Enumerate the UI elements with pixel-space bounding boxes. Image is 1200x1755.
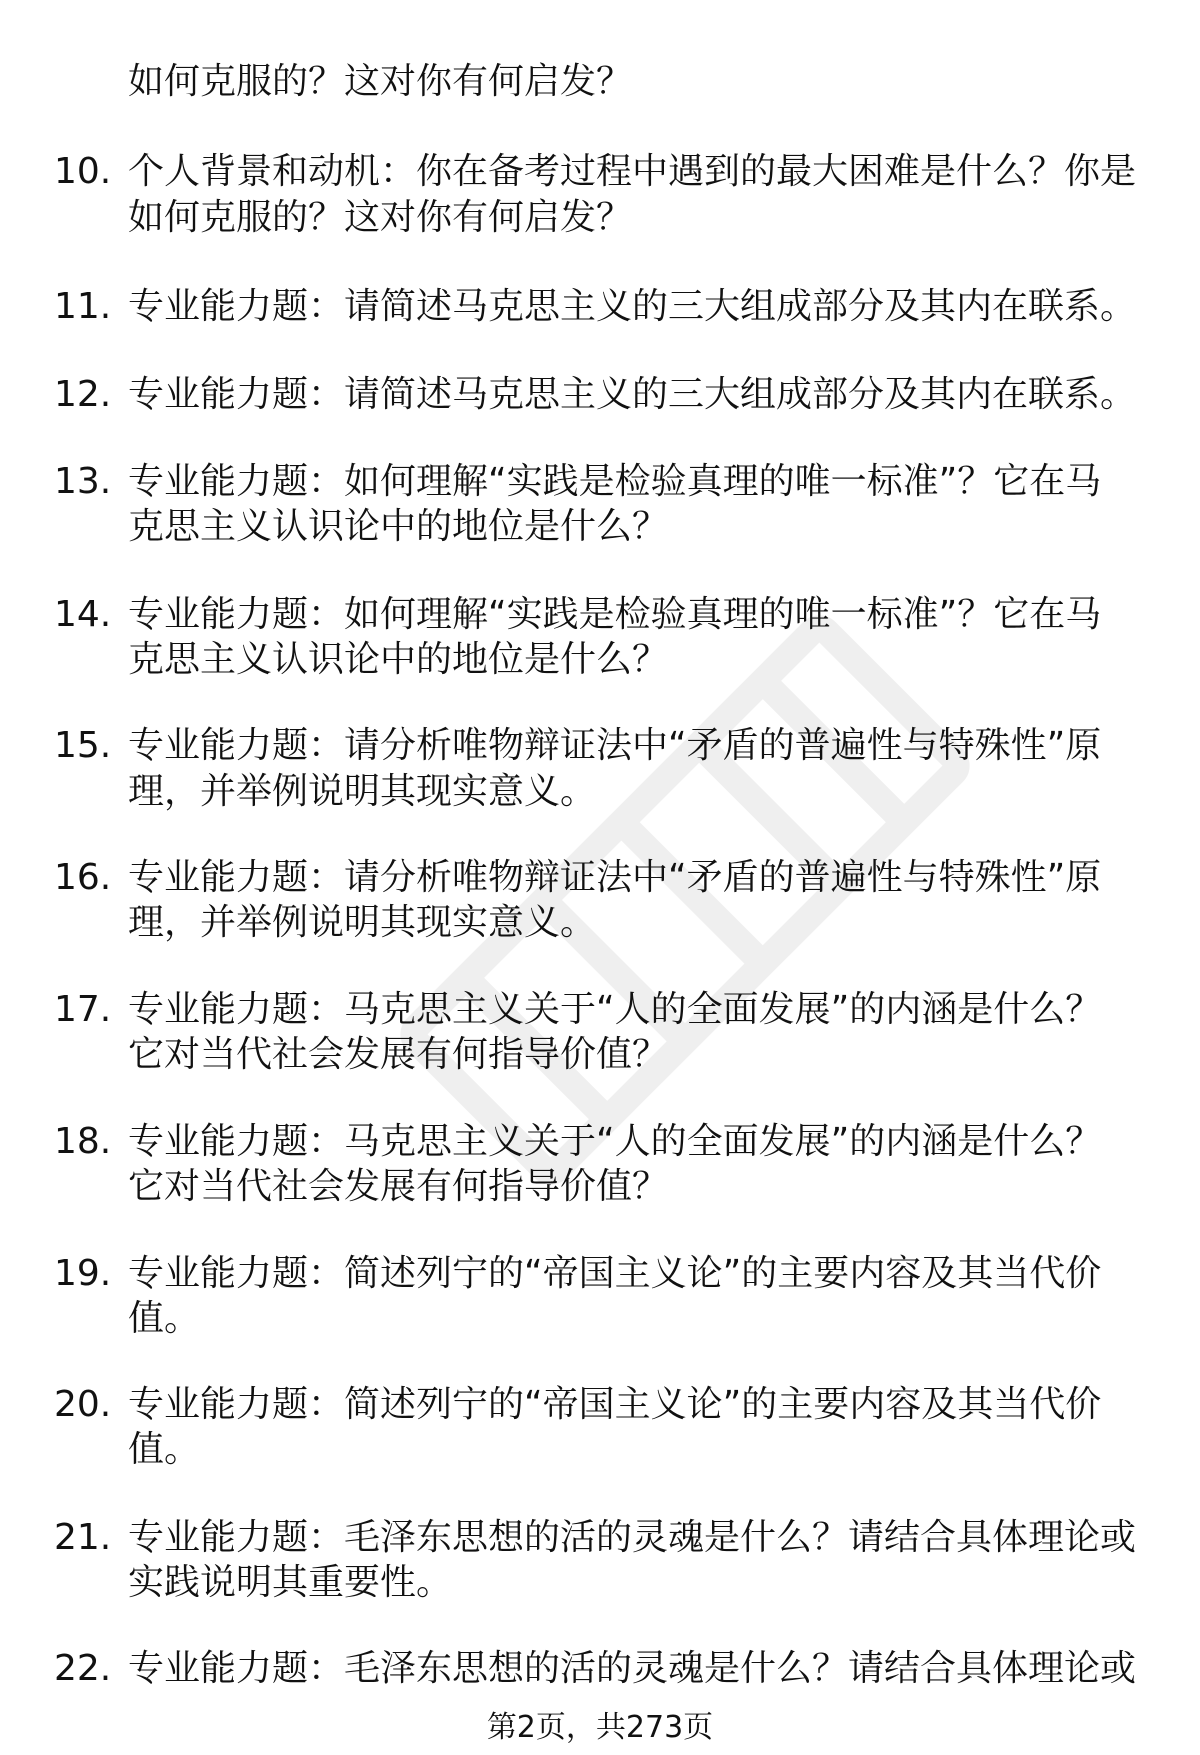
item-12-line-1: 专业能力题：请简述马克思主义的三大组成部分及其内在联系。 — [128, 374, 1137, 415]
item-17-number: 17. — [54, 989, 112, 1030]
item-22-line-1: 专业能力题：毛泽东思想的活的灵魂是什么？请结合具体理论或 — [128, 1648, 1137, 1689]
item-21-number: 21. — [54, 1517, 112, 1558]
item-10-line-1: 个人背景和动机：你在备考过程中遇到的最大困难是什么？你是 — [128, 151, 1137, 192]
item-13-line-1: 专业能力题：如何理解“实践是检验真理的唯一标准”？它在马 — [128, 461, 1102, 502]
item-13-line-2: 克思主义认识论中的地位是什么？ — [128, 506, 669, 547]
item-19-line-2: 值。 — [128, 1298, 201, 1339]
item-17-line-2: 它对当代社会发展有何指导价值？ — [128, 1034, 669, 1075]
item-12-number: 12. — [54, 374, 112, 415]
item-16-line-2: 理，并举例说明其现实意义。 — [128, 902, 597, 943]
item-16-number: 16. — [54, 857, 112, 898]
item-11-line-1: 专业能力题：请简述马克思主义的三大组成部分及其内在联系。 — [128, 286, 1137, 327]
item-17-line-1: 专业能力题：马克思主义关于“人的全面发展”的内涵是什么？ — [128, 989, 1102, 1030]
item-15-line-2: 理，并举例说明其现实意义。 — [128, 771, 597, 812]
item-10-line-2: 如何克服的？这对你有何启发？ — [128, 197, 633, 238]
item-10-number: 10. — [54, 151, 112, 192]
item-20-number: 20. — [54, 1384, 112, 1425]
continuation-line: 如何克服的？这对你有何启发？ — [128, 61, 633, 102]
item-18-line-2: 它对当代社会发展有何指导价值？ — [128, 1166, 669, 1207]
item-18-line-1: 专业能力题：马克思主义关于“人的全面发展”的内涵是什么？ — [128, 1121, 1102, 1162]
item-19-line-1: 专业能力题：简述列宁的“帝国主义论”的主要内容及其当代价 — [128, 1253, 1102, 1294]
page-footer: 第2页，共273页 — [486, 1710, 714, 1745]
item-21-line-1: 专业能力题：毛泽东思想的活的灵魂是什么？请结合具体理论或 — [128, 1517, 1137, 1558]
item-13-number: 13. — [54, 461, 112, 502]
item-14-line-1: 专业能力题：如何理解“实践是检验真理的唯一标准”？它在马 — [128, 594, 1102, 635]
item-15-line-1: 专业能力题：请分析唯物辩证法中“矛盾的普遍性与特殊性”原 — [128, 725, 1102, 766]
item-15-number: 15. — [54, 725, 112, 766]
item-18-number: 18. — [54, 1121, 112, 1162]
item-14-number: 14. — [54, 594, 112, 635]
item-11-number: 11. — [54, 286, 112, 327]
item-20-line-1: 专业能力题：简述列宁的“帝国主义论”的主要内容及其当代价 — [128, 1384, 1102, 1425]
item-16-line-1: 专业能力题：请分析唯物辩证法中“矛盾的普遍性与特殊性”原 — [128, 857, 1102, 898]
item-20-line-2: 值。 — [128, 1429, 201, 1470]
item-22-number: 22. — [54, 1648, 112, 1689]
item-21-line-2: 实践说明其重要性。 — [128, 1562, 453, 1603]
item-14-line-2: 克思主义认识论中的地位是什么？ — [128, 639, 669, 680]
item-19-number: 19. — [54, 1253, 112, 1294]
